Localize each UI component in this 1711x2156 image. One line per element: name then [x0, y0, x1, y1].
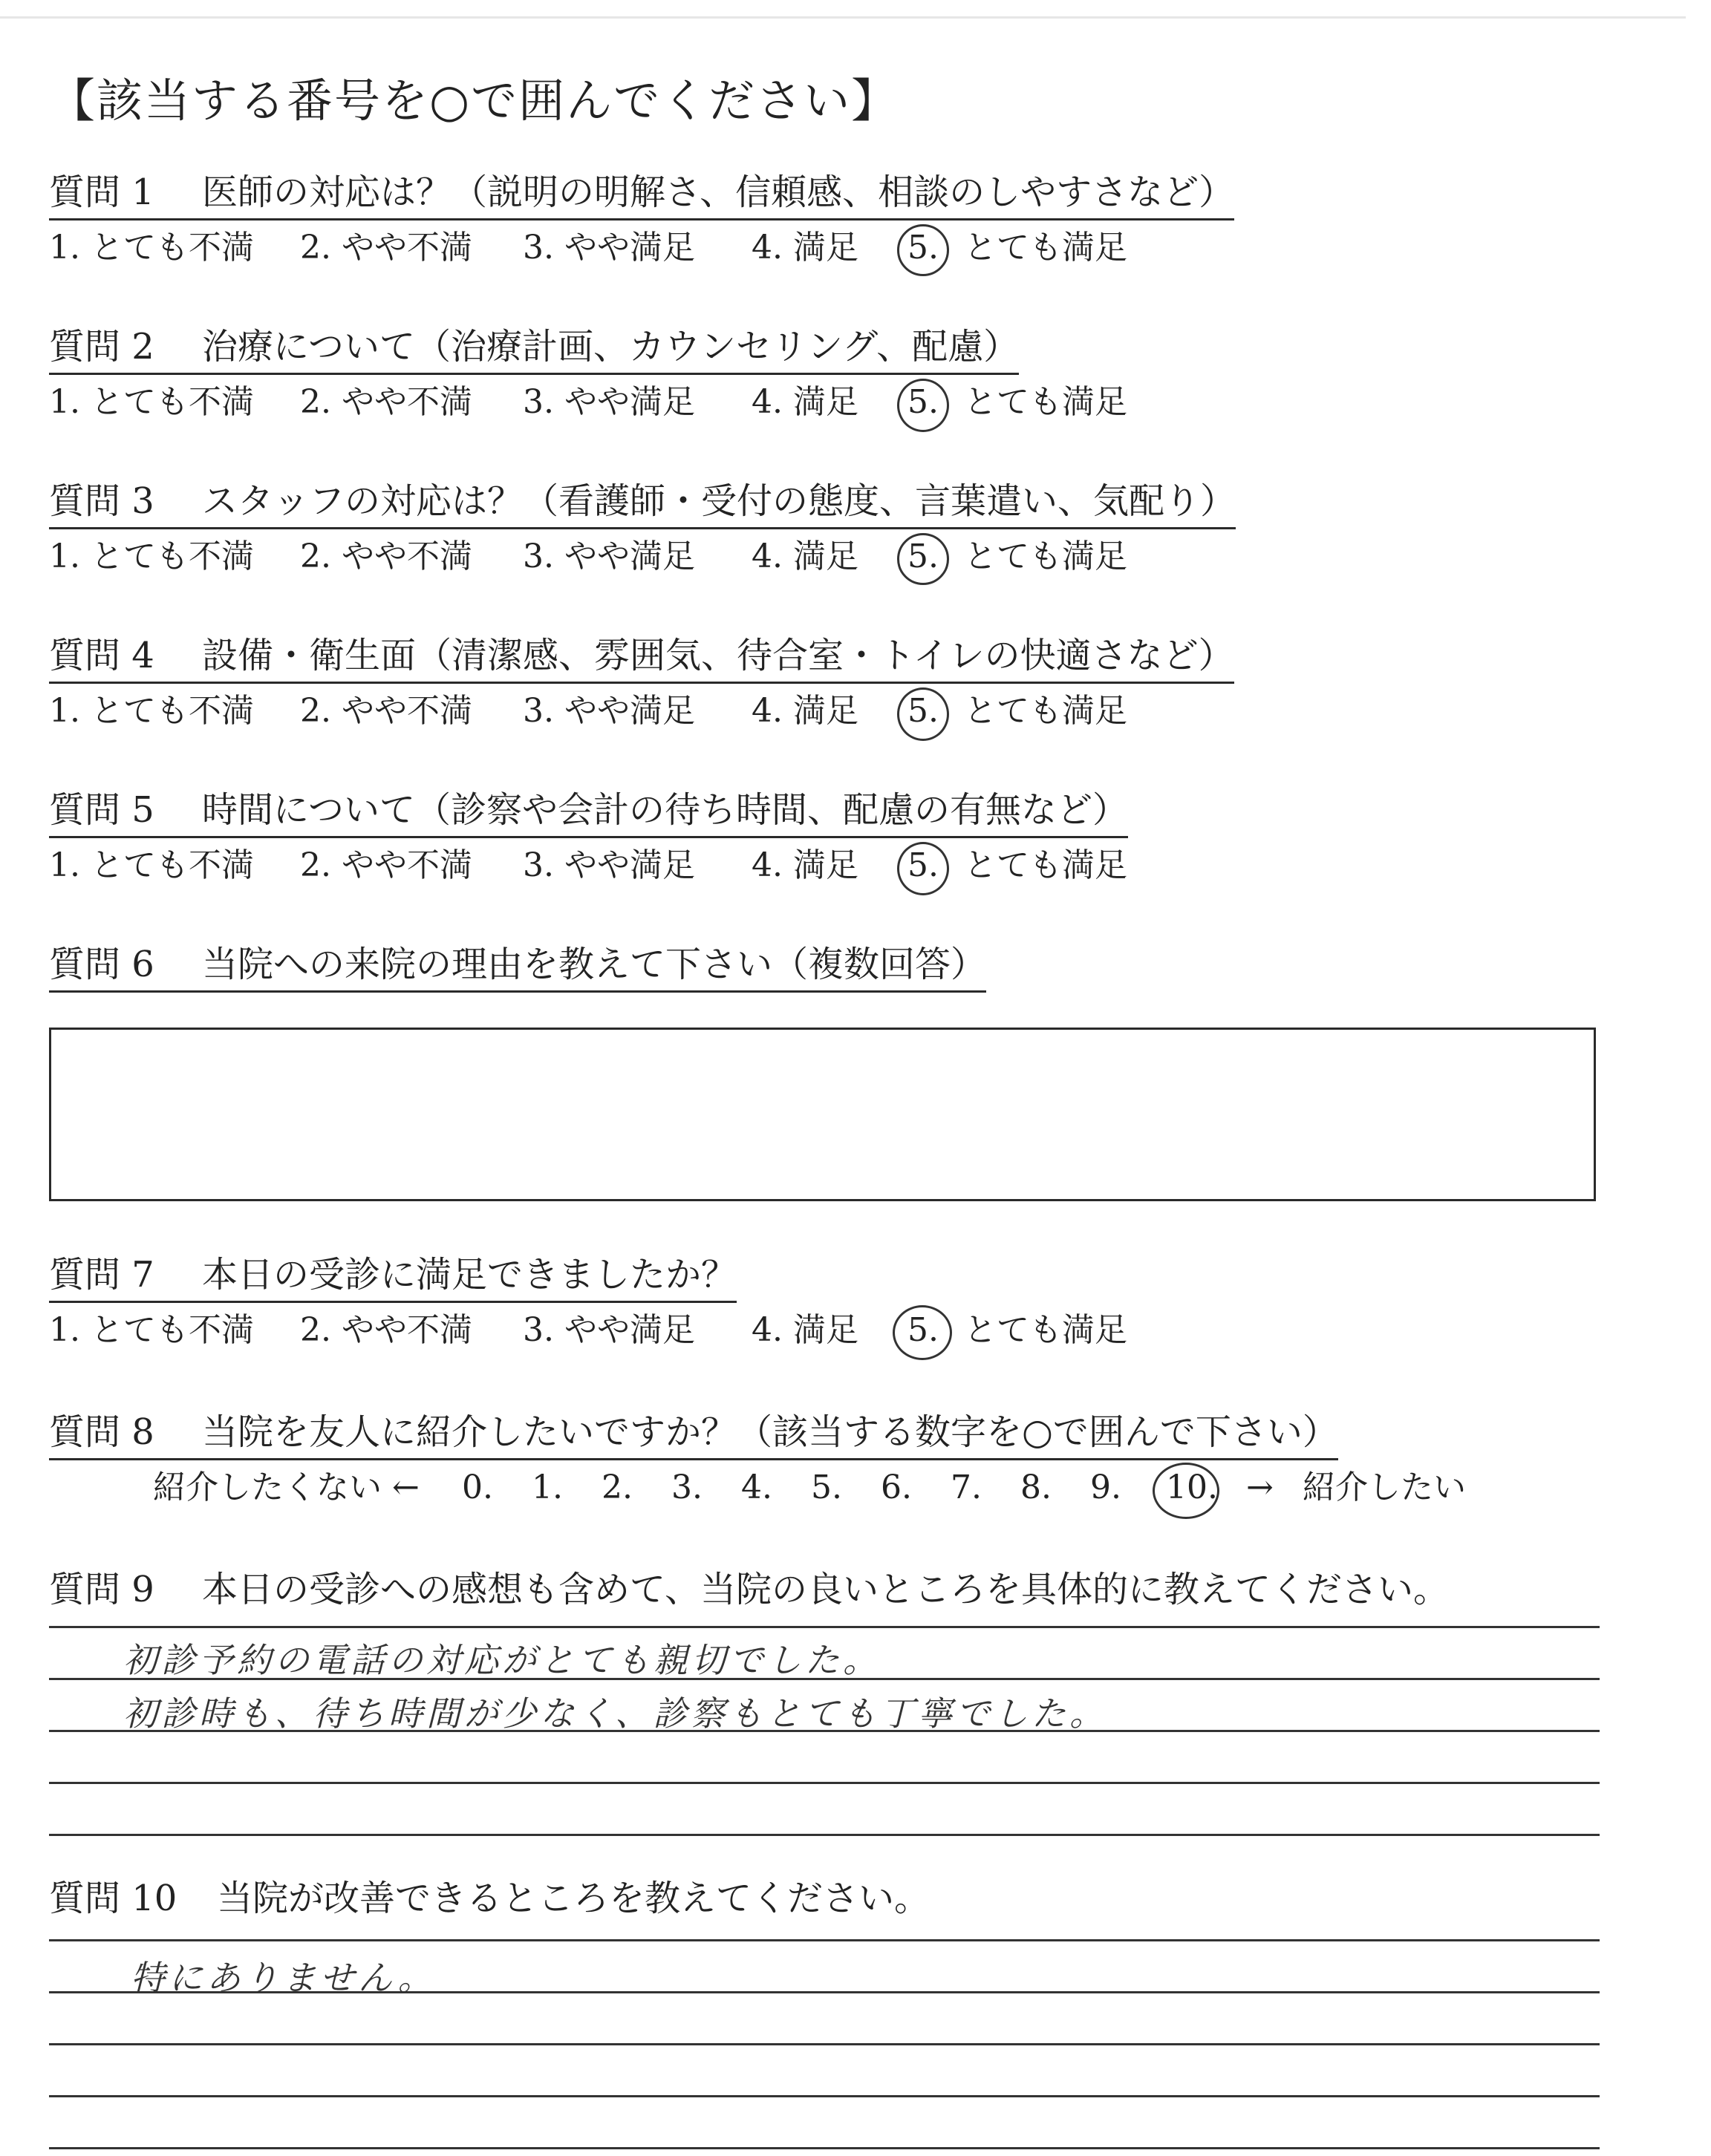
question-9-handwritten-answer-2: 初診時も、待ち時間が少なく、診察もとても丁寧でした。: [123, 1693, 1108, 1734]
answer-line: [49, 1939, 1600, 1941]
question-9-text: 本日の受診への感想も含めて、当院の良いところを具体的に教えてください。: [202, 1569, 1450, 1610]
option-5[interactable]: 5.: [907, 229, 939, 267]
question-10-handwritten-answer: 特にありません。: [131, 1958, 436, 1998]
scale-option-6[interactable]: 6.: [881, 1469, 912, 1506]
selected-answer-circle: [897, 224, 949, 276]
option-3[interactable]: 3. やや満足: [523, 692, 695, 730]
option-5-label: とても満足: [964, 229, 1127, 267]
question-4-number: 質問 4: [49, 635, 154, 676]
option-1[interactable]: 1. とても不満: [49, 846, 254, 884]
scale-option-3[interactable]: 3.: [671, 1469, 703, 1506]
option-2[interactable]: 2. やや不満: [300, 846, 472, 884]
option-5-label: とても満足: [964, 1311, 1127, 1349]
question-1-number: 質問 1: [49, 172, 154, 213]
question-6-number: 質問 6: [49, 944, 154, 985]
question-8-number: 質問 8: [49, 1411, 154, 1453]
option-3[interactable]: 3. やや満足: [523, 1311, 695, 1349]
scale-option-5[interactable]: 5.: [811, 1469, 842, 1506]
selected-answer-circle: [897, 379, 949, 432]
selected-answer-circle: [897, 533, 949, 585]
option-2[interactable]: 2. やや不満: [300, 538, 472, 575]
option-4[interactable]: 4. 満足: [752, 538, 858, 575]
question-5-text: 時間について（診察や会計の待ち時間、配慮の有無など）: [202, 789, 1129, 831]
option-1[interactable]: 1. とても不満: [49, 692, 254, 730]
option-1[interactable]: 1. とても不満: [49, 538, 254, 575]
question-8-text: 当院を友人に紹介したいですか？（該当する数字を○で囲んで下さい）: [202, 1411, 1338, 1453]
option-3[interactable]: 3. やや満足: [523, 846, 695, 884]
option-5[interactable]: 5.: [907, 1311, 939, 1349]
option-4[interactable]: 4. 満足: [752, 1311, 858, 1349]
option-3[interactable]: 3. やや満足: [523, 229, 695, 267]
scale-option-7[interactable]: 7.: [951, 1469, 982, 1506]
selected-answer-circle: [893, 1305, 952, 1360]
option-2[interactable]: 2. やや不満: [300, 1311, 472, 1349]
option-2[interactable]: 2. やや不満: [300, 383, 472, 421]
answer-line: [49, 1626, 1600, 1628]
question-4-text: 設備・衛生面（清潔感、雰囲気、待合室・トイレの快適さなど）: [202, 635, 1234, 676]
scale-option-4[interactable]: 4.: [741, 1469, 772, 1506]
question-10-number: 質問 10: [49, 1878, 177, 1919]
question-5-title: [49, 787, 1128, 838]
question-7-number: 質問 7: [49, 1254, 154, 1296]
scale-option-1[interactable]: 1.: [532, 1469, 563, 1506]
selected-scale-circle: [1153, 1463, 1219, 1519]
scale-option-2[interactable]: 2.: [602, 1469, 633, 1506]
question-9-handwritten-answer-1: 初診予約の電話の対応がとても親切でした。: [123, 1640, 881, 1680]
question-4-title: [49, 633, 1234, 684]
question-9-title: [49, 1567, 1449, 1616]
question-1-text: 医師の対応は？（説明の明解さ、信頼感、相談のしやすさなど）: [202, 172, 1235, 213]
scan-top-edge: [0, 16, 1686, 19]
answer-line: [49, 1782, 1600, 1784]
question-3-title: [49, 478, 1236, 529]
option-3[interactable]: 3. やや満足: [523, 383, 695, 421]
selected-answer-circle: [897, 842, 949, 895]
answer-line: [49, 2147, 1600, 2149]
question-5-number: 質問 5: [49, 789, 154, 831]
option-5-label: とても満足: [964, 538, 1127, 575]
scale-option-9[interactable]: 9.: [1090, 1469, 1121, 1506]
question-9-number: 質問 9: [49, 1569, 154, 1610]
question-2-number: 質問 2: [49, 326, 154, 368]
question-7-title: [49, 1252, 737, 1303]
option-1[interactable]: 1. とても不満: [49, 229, 254, 267]
question-3-number: 質問 3: [49, 480, 154, 522]
question-7-text: 本日の受診に満足できましたか？: [202, 1254, 737, 1296]
scale-right-arrow: →: [1246, 1469, 1274, 1506]
scale-left-label: 紹介したくない: [153, 1469, 382, 1506]
scale-option-8[interactable]: 8.: [1020, 1469, 1052, 1506]
option-1[interactable]: 1. とても不満: [49, 1311, 254, 1349]
option-4[interactable]: 4. 満足: [752, 229, 858, 267]
option-5[interactable]: 5.: [907, 692, 939, 730]
option-5-label: とても満足: [964, 692, 1127, 730]
option-4[interactable]: 4. 満足: [752, 692, 858, 730]
option-5-label: とても満足: [964, 846, 1127, 884]
question-8-title: [49, 1409, 1338, 1460]
option-1[interactable]: 1. とても不満: [49, 383, 254, 421]
question-6-text: 当院への来院の理由を教えて下さい（複数回答）: [202, 944, 987, 985]
selected-answer-circle: [897, 687, 949, 741]
scale-right-label: 紹介したい: [1303, 1469, 1466, 1506]
answer-line: [49, 2043, 1600, 2045]
option-5[interactable]: 5.: [907, 538, 939, 575]
option-2[interactable]: 2. やや不満: [300, 692, 472, 730]
scale-option-10[interactable]: 10.: [1166, 1469, 1218, 1506]
option-2[interactable]: 2. やや不満: [300, 229, 472, 267]
option-4[interactable]: 4. 満足: [752, 846, 858, 884]
scale-left-arrow: ←: [392, 1469, 420, 1506]
question-2-text: 治療について（治療計画、カウンセリング、配慮）: [202, 326, 1020, 368]
question-10-text: 当院が改善できるところを教えてください。: [217, 1878, 931, 1919]
option-5[interactable]: 5.: [907, 846, 939, 884]
question-3-text: スタッフの対応は？（看護師・受付の態度、言葉遣い、気配り）: [202, 480, 1236, 522]
answer-line: [49, 1834, 1600, 1836]
question-6-title: [49, 941, 986, 993]
option-5-label: とても満足: [964, 383, 1127, 421]
option-5[interactable]: 5.: [907, 383, 939, 421]
scale-option-0[interactable]: 0.: [462, 1469, 493, 1506]
option-4[interactable]: 4. 満足: [752, 383, 858, 421]
option-3[interactable]: 3. やや満足: [523, 538, 695, 575]
question-10-title: [49, 1875, 930, 1924]
question-1-title: [49, 169, 1234, 220]
question-2-title: [49, 324, 1019, 375]
instruction-header: 【該当する番号を○で囲んでください】: [49, 74, 899, 128]
question-6-answer-box[interactable]: [49, 1028, 1596, 1201]
answer-line: [49, 2095, 1600, 2097]
